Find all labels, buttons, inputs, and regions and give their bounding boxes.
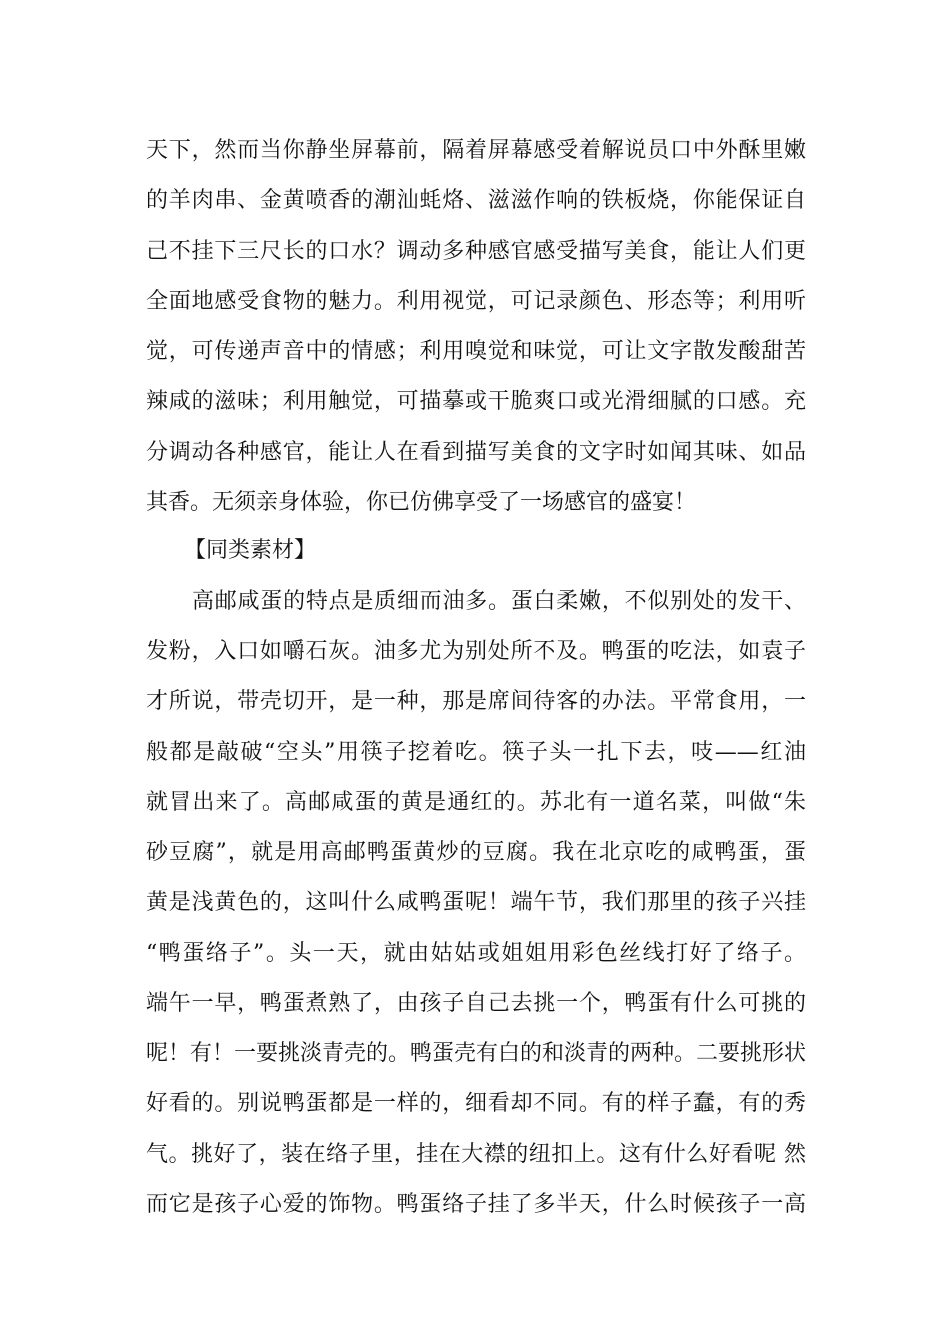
text-line: 其香。无须亲身体验，你已仿佛享受了一场感官的盛宴！ xyxy=(146,490,697,515)
text-line: 般都是敲破“空头”用筷子挖着吃。筷子头一扎下去，吱——红油 xyxy=(146,740,806,765)
text-line: 黄是浅黄色的，这叫什么咸鸭蛋呢！端午节，我们那里的孩子兴挂 xyxy=(146,890,806,915)
text-line: 高邮咸蛋的特点是质细而油多。蛋白柔嫩，不似别处的发干、 xyxy=(192,589,806,614)
text-line: 就冒出来了。高邮咸蛋的黄是通红的。苏北有一道名菜，叫做“朱 xyxy=(146,790,806,815)
text-line: 己不挂下三尺长的口水？调动多种感官感受描写美食，能让人们更 xyxy=(146,239,806,264)
text-line: 天下，然而当你静坐屏幕前，隔着屏幕感受着解说员口中外酥里嫩 xyxy=(146,138,806,163)
text-line: 分调动各种感官，能让人在看到描写美食的文字时如闻其味、如品 xyxy=(146,440,806,465)
text-line: 觉，可传递声音中的情感；利用嗅觉和味觉，可让文字散发酸甜苦 xyxy=(146,339,806,364)
text-line: 辣咸的滋味；利用触觉，可描摹或干脆爽口或光滑细腻的口感。充 xyxy=(146,389,806,414)
text-line: 才所说，带壳切开，是一种，那是席间待客的办法。平常食用，一 xyxy=(146,689,806,714)
text-line: 呢！有！一要挑淡青壳的。鸭蛋壳有白的和淡青的两种。二要挑形状 xyxy=(146,1041,807,1066)
text-line: 砂豆腐”，就是用高邮鸭蛋黄炒的豆腐。我在北京吃的咸鸭蛋，蛋 xyxy=(146,840,806,865)
text-line: 全面地感受食物的魅力。利用视觉，可记录颜色、形态等；利用听 xyxy=(146,289,806,314)
text-line: 好看的。别说鸭蛋都是一样的，细看却不同。有的样子蠢，有的秀 xyxy=(146,1091,806,1116)
text-line: 的羊肉串、金黄喷香的潮汕蚝烙、滋滋作响的铁板烧，你能保证自 xyxy=(146,188,806,213)
text-line: 端午一早，鸭蛋煮熟了，由孩子自己去挑一个，鸭蛋有什么可挑的 xyxy=(146,991,806,1016)
section-heading: 【同类素材】 xyxy=(184,538,317,563)
text-line: 而它是孩子心爱的饰物。鸭蛋络子挂了多半天，什么时候孩子一高 xyxy=(146,1192,806,1217)
text-line: 气。挑好了，装在络子里，挂在大襟的纽扣上。这有什么好看呢 然 xyxy=(146,1142,806,1167)
text-line: 发粉，入口如嚼石灰。油多尤为别处所不及。鸭蛋的吃法，如袁子 xyxy=(146,639,806,664)
text-line: “鸭蛋络子”。头一天，就由姑姑或姐姐用彩色丝线打好了络子。 xyxy=(146,941,806,966)
